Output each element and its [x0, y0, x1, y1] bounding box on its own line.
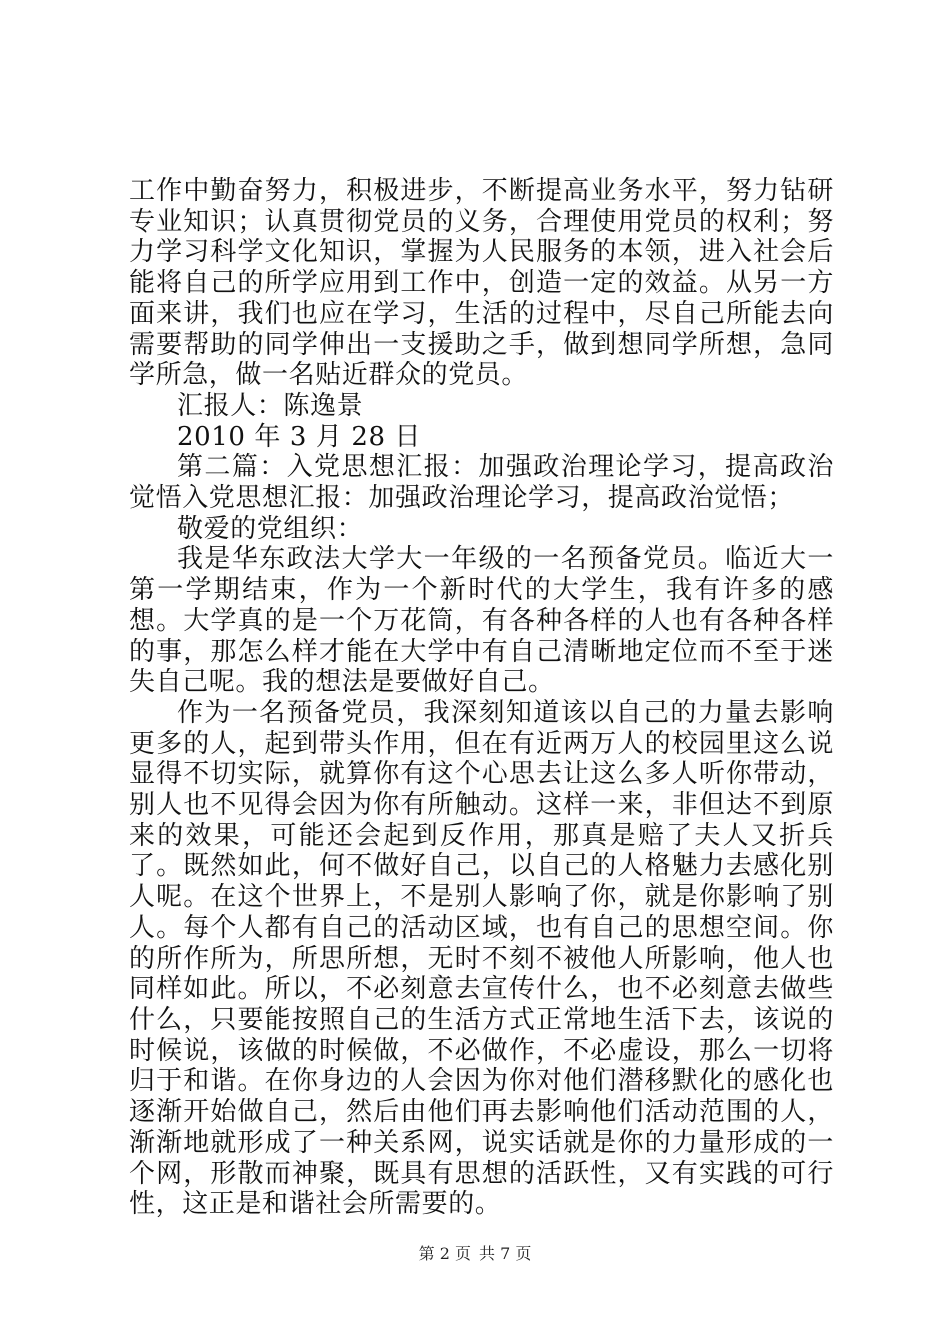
salutation: 敬爱的党组织：	[177, 513, 364, 544]
reporter-line: 汇报人：陈逸景	[177, 390, 364, 421]
page-total: 共 7 页	[479, 1244, 532, 1263]
date-line: 2010 年 3 月 28 日	[177, 421, 422, 452]
document-body	[129, 176, 834, 1220]
page-number: 第 2 页	[418, 1244, 471, 1263]
paragraph-main: 作为一名预备党员，我深刻知道该以自己的力量去影响更多的人，起到带头作用，但在有近两万人的校园里这么说显得不切实际，就算你有这个心思去让这么多人听你带动，别人也不见得会因为你有所触动。这样一来，非但达不到原来的效果，可能还会起到反作用，那真是赔了夫人又折兵了。既然如此，何不做好自己，以自己的人格魅力去感化别人呢。在这个世界上，不是别人影响了你，就是你影响了别人。每个人都有自己的活动区域，也有自己的思想空间。你的所作所为，所思所想，无时不刻不被他人所影响，他人也同样如此。所以，不必刻意去宣传什么，也不必刻意去做些什么，只要能按照自己的生活方式正常地生活下去，该说的时候说，该做的时候做，不必做作，不必虚设，那么一切将归于和谐。在你身边的人会因为你对他们潜移默化的感化也逐渐开始做自己，然后由他们再去影响他们活动范围的人，渐渐地就形成了一种关系网，说实话就是你的力量形成的一个网，形散而神聚，既具有思想的活跃性，又有实践的可行性，这正是和谐社会所需要的。	[129, 697, 834, 1220]
section-heading: 第二篇：入党思想汇报：加强政治理论学习，提高政治觉悟入党思想汇报：加强政治理论学习，提高政治觉悟；	[129, 452, 834, 514]
paragraph-intro: 我是华东政法大学大一年级的一名预备党员。临近大一第一学期结束，作为一个新时代的大学生，我有许多的感想。大学真的是一个万花筒，有各种各样的人也有各种各样的事，那怎么样才能在大学中有自己清晰地定位而不至于迷失自己呢。我的想法是要做好自己。	[129, 544, 834, 698]
page-footer	[0, 1244, 950, 1264]
paragraph-continuation: 工作中勤奋努力，积极进步，不断提高业务水平，努力钻研专业知识；认真贯彻党员的义务，合理使用党员的权利；努力学习科学文化知识，掌握为人民服务的本领，进入社会后能将自己的所学应用到工作中，创造一定的效益。从另一方面来讲，我们也应在学习，生活的过程中，尽自己所能去向需要帮助的同学伸出一支援助之手，做到想同学所想，急同学所急，做一名贴近群众的党员。	[129, 176, 834, 391]
